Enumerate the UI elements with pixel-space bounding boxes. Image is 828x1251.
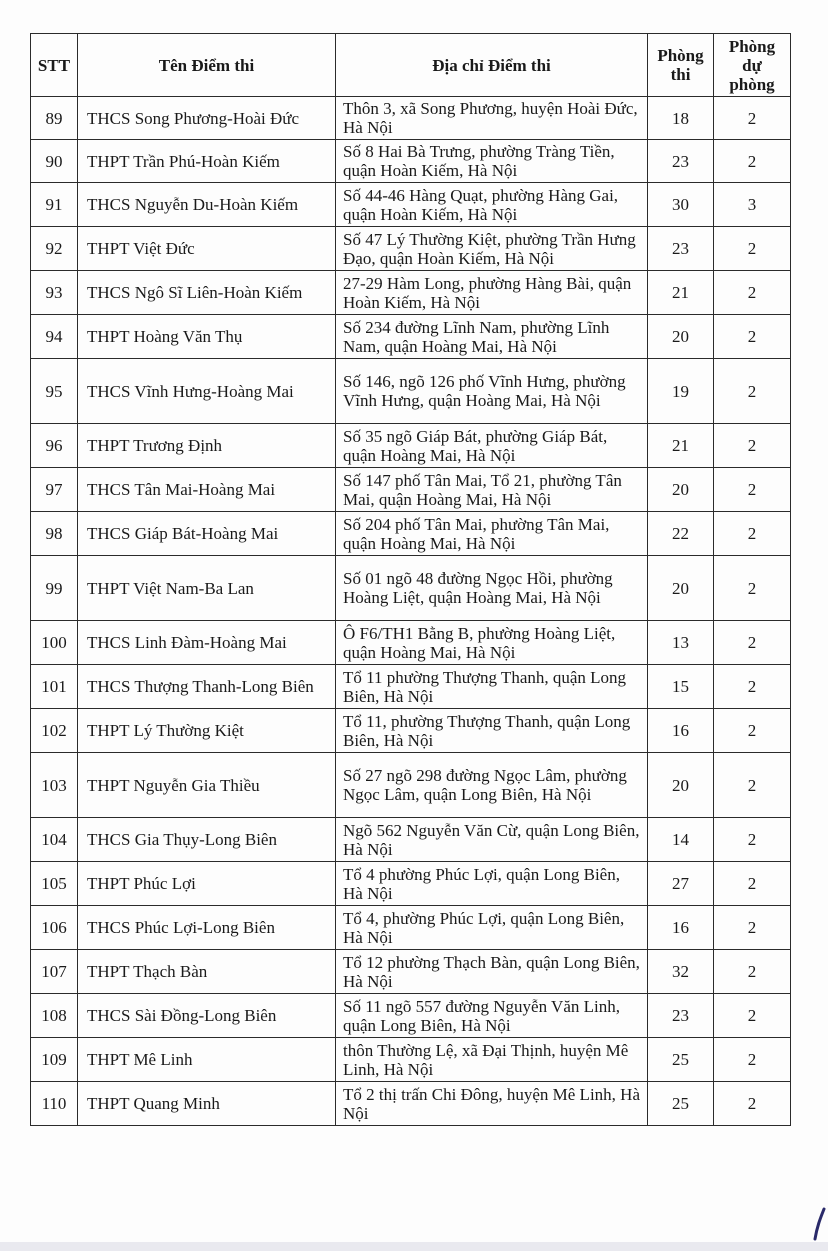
cell-spare-rooms: 2: [714, 906, 791, 950]
cell-spare-rooms: 2: [714, 665, 791, 709]
table-row: [31, 183, 791, 227]
cell-stt: 107: [31, 950, 78, 994]
cell-address: thôn Thường Lệ, xã Đại Thịnh, huyện Mê Linh, Hà Nội: [336, 1038, 648, 1082]
cell-address: Tổ 2 thị trấn Chi Đông, huyện Mê Linh, Hà Nội: [336, 1082, 648, 1126]
cell-address: Số 01 ngõ 48 đường Ngọc Hồi, phường Hoàng Liệt, quận Hoàng Mai, Hà Nội: [336, 556, 648, 621]
cell-stt: 94: [31, 315, 78, 359]
table-row: [31, 1082, 791, 1126]
cell-rooms: 14: [648, 818, 714, 862]
cell-address: Số 11 ngõ 557 đường Nguyễn Văn Linh, quận Long Biên, Hà Nội: [336, 994, 648, 1038]
cell-stt: 98: [31, 512, 78, 556]
cell-spare-rooms: 2: [714, 1038, 791, 1082]
table-row: [31, 709, 791, 753]
cell-spare-rooms: 2: [714, 271, 791, 315]
cell-spare-rooms: 2: [714, 818, 791, 862]
table-row: [31, 906, 791, 950]
cell-name: THCS Thượng Thanh-Long Biên: [78, 665, 336, 709]
table-row: [31, 97, 791, 140]
cell-rooms: 20: [648, 468, 714, 512]
table-row: [31, 665, 791, 709]
cell-rooms: 27: [648, 862, 714, 906]
cell-spare-rooms: 3: [714, 183, 791, 227]
cell-stt: 91: [31, 183, 78, 227]
header-stt: STT: [31, 34, 78, 97]
table-row: [31, 359, 791, 424]
cell-rooms: 21: [648, 424, 714, 468]
cell-address: Ô F6/TH1 Bằng B, phường Hoàng Liệt, quận Hoàng Mai, Hà Nội: [336, 621, 648, 665]
cell-rooms: 32: [648, 950, 714, 994]
cell-name: THPT Nguyễn Gia Thiều: [78, 753, 336, 818]
cell-address: Số 204 phố Tân Mai, phường Tân Mai, quận Hoàng Mai, Hà Nội: [336, 512, 648, 556]
cell-rooms: 20: [648, 315, 714, 359]
cell-stt: 110: [31, 1082, 78, 1126]
cell-rooms: 16: [648, 906, 714, 950]
table-row: [31, 468, 791, 512]
cell-name: THPT Lý Thường Kiệt: [78, 709, 336, 753]
cell-address: Tổ 4, phường Phúc Lợi, quận Long Biên, Hà Nội: [336, 906, 648, 950]
cell-spare-rooms: 2: [714, 621, 791, 665]
cell-stt: 96: [31, 424, 78, 468]
cell-address: Số 27 ngõ 298 đường Ngọc Lâm, phường Ngọc Lâm, quận Long Biên, Hà Nội: [336, 753, 648, 818]
table-row: [31, 753, 791, 818]
header-rooms: Phòng thi: [648, 34, 714, 97]
cell-name: THPT Trần Phú-Hoàn Kiếm: [78, 140, 336, 183]
cell-rooms: 22: [648, 512, 714, 556]
cell-rooms: 20: [648, 753, 714, 818]
cell-stt: 103: [31, 753, 78, 818]
exam-sites-table: [30, 33, 791, 1126]
table-row: [31, 424, 791, 468]
cell-address: Tổ 11, phường Thượng Thanh, quận Long Biên, Hà Nội: [336, 709, 648, 753]
cell-name: THCS Vĩnh Hưng-Hoàng Mai: [78, 359, 336, 424]
cell-spare-rooms: 2: [714, 424, 791, 468]
cell-name: THCS Nguyễn Du-Hoàn Kiếm: [78, 183, 336, 227]
cell-stt: 90: [31, 140, 78, 183]
cell-address: Số 147 phố Tân Mai, Tổ 21, phường Tân Mai, quận Hoàng Mai, Hà Nội: [336, 468, 648, 512]
cell-stt: 97: [31, 468, 78, 512]
cell-spare-rooms: 2: [714, 709, 791, 753]
header-name: Tên Điểm thi: [78, 34, 336, 97]
cell-address: Ngõ 562 Nguyễn Văn Cừ, quận Long Biên, Hà Nội: [336, 818, 648, 862]
table-row: [31, 140, 791, 183]
cell-address: Tổ 12 phường Thạch Bàn, quận Long Biên, Hà Nội: [336, 950, 648, 994]
cell-address: Số 44-46 Hàng Quạt, phường Hàng Gai, quận Hoàn Kiếm, Hà Nội: [336, 183, 648, 227]
cell-spare-rooms: 2: [714, 359, 791, 424]
cell-spare-rooms: 2: [714, 140, 791, 183]
table-header-row: [31, 34, 791, 97]
cell-name: THPT Mê Linh: [78, 1038, 336, 1082]
cell-address: Số 146, ngõ 126 phố Vĩnh Hưng, phường Vĩnh Hưng, quận Hoàng Mai, Hà Nội: [336, 359, 648, 424]
table-row: [31, 227, 791, 271]
cell-rooms: 30: [648, 183, 714, 227]
cell-name: THPT Thạch Bàn: [78, 950, 336, 994]
cell-rooms: 18: [648, 97, 714, 140]
cell-address: Số 8 Hai Bà Trưng, phường Tràng Tiền, quận Hoàn Kiếm, Hà Nội: [336, 140, 648, 183]
cell-address: 27-29 Hàm Long, phường Hàng Bài, quận Hoàn Kiếm, Hà Nội: [336, 271, 648, 315]
cell-stt: 101: [31, 665, 78, 709]
cell-name: THPT Trương Định: [78, 424, 336, 468]
header-spare-rooms: Phòng dự phòng: [714, 34, 791, 97]
cell-spare-rooms: 2: [714, 556, 791, 621]
cell-name: THCS Ngô Sĩ Liên-Hoàn Kiếm: [78, 271, 336, 315]
cell-address: Tổ 4 phường Phúc Lợi, quận Long Biên, Hà Nội: [336, 862, 648, 906]
cell-address: Số 47 Lý Thường Kiệt, phường Trần Hưng Đạo, quận Hoàn Kiếm, Hà Nội: [336, 227, 648, 271]
cell-name: THCS Phúc Lợi-Long Biên: [78, 906, 336, 950]
cell-rooms: 15: [648, 665, 714, 709]
cell-stt: 109: [31, 1038, 78, 1082]
cell-stt: 92: [31, 227, 78, 271]
table-row: [31, 818, 791, 862]
cell-rooms: 23: [648, 227, 714, 271]
table-body: [31, 97, 791, 1126]
table-row: [31, 994, 791, 1038]
cell-spare-rooms: 2: [714, 1082, 791, 1126]
cell-stt: 104: [31, 818, 78, 862]
cell-rooms: 16: [648, 709, 714, 753]
cell-rooms: 23: [648, 140, 714, 183]
table-row: [31, 271, 791, 315]
cell-spare-rooms: 2: [714, 468, 791, 512]
cell-stt: 108: [31, 994, 78, 1038]
cell-stt: 95: [31, 359, 78, 424]
cell-rooms: 20: [648, 556, 714, 621]
cell-stt: 89: [31, 97, 78, 140]
cell-spare-rooms: 2: [714, 950, 791, 994]
table-row: [31, 950, 791, 994]
cell-stt: 105: [31, 862, 78, 906]
cell-stt: 106: [31, 906, 78, 950]
cell-rooms: 23: [648, 994, 714, 1038]
cell-stt: 93: [31, 271, 78, 315]
cell-name: THPT Quang Minh: [78, 1082, 336, 1126]
pen-mark-icon: [812, 1207, 826, 1241]
cell-name: THCS Tân Mai-Hoàng Mai: [78, 468, 336, 512]
cell-name: THPT Việt Đức: [78, 227, 336, 271]
cell-spare-rooms: 2: [714, 753, 791, 818]
cell-name: THCS Giáp Bát-Hoàng Mai: [78, 512, 336, 556]
cell-stt: 102: [31, 709, 78, 753]
header-address: Địa chỉ Điểm thi: [336, 34, 648, 97]
cell-rooms: 19: [648, 359, 714, 424]
cell-spare-rooms: 2: [714, 994, 791, 1038]
cell-name: THCS Gia Thụy-Long Biên: [78, 818, 336, 862]
table-row: [31, 862, 791, 906]
page-bottom-edge: [0, 1242, 828, 1251]
table-row: [31, 315, 791, 359]
cell-rooms: 25: [648, 1038, 714, 1082]
table-row: [31, 556, 791, 621]
cell-rooms: 25: [648, 1082, 714, 1126]
cell-address: Số 234 đường Lĩnh Nam, phường Lĩnh Nam, quận Hoàng Mai, Hà Nội: [336, 315, 648, 359]
cell-spare-rooms: 2: [714, 315, 791, 359]
cell-spare-rooms: 2: [714, 227, 791, 271]
cell-name: THCS Linh Đàm-Hoàng Mai: [78, 621, 336, 665]
cell-name: THPT Phúc Lợi: [78, 862, 336, 906]
cell-spare-rooms: 2: [714, 512, 791, 556]
cell-stt: 100: [31, 621, 78, 665]
cell-spare-rooms: 2: [714, 862, 791, 906]
table-row: [31, 1038, 791, 1082]
cell-address: Số 35 ngõ Giáp Bát, phường Giáp Bát, quận Hoàng Mai, Hà Nội: [336, 424, 648, 468]
table-row: [31, 512, 791, 556]
cell-spare-rooms: 2: [714, 97, 791, 140]
cell-name: THPT Hoàng Văn Thụ: [78, 315, 336, 359]
cell-address: Tổ 11 phường Thượng Thanh, quận Long Biên, Hà Nội: [336, 665, 648, 709]
cell-stt: 99: [31, 556, 78, 621]
cell-address: Thôn 3, xã Song Phương, huyện Hoài Đức, Hà Nội: [336, 97, 648, 140]
table-row: [31, 621, 791, 665]
cell-rooms: 13: [648, 621, 714, 665]
cell-name: THCS Sài Đồng-Long Biên: [78, 994, 336, 1038]
cell-name: THCS Song Phương-Hoài Đức: [78, 97, 336, 140]
cell-rooms: 21: [648, 271, 714, 315]
cell-name: THPT Việt Nam-Ba Lan: [78, 556, 336, 621]
